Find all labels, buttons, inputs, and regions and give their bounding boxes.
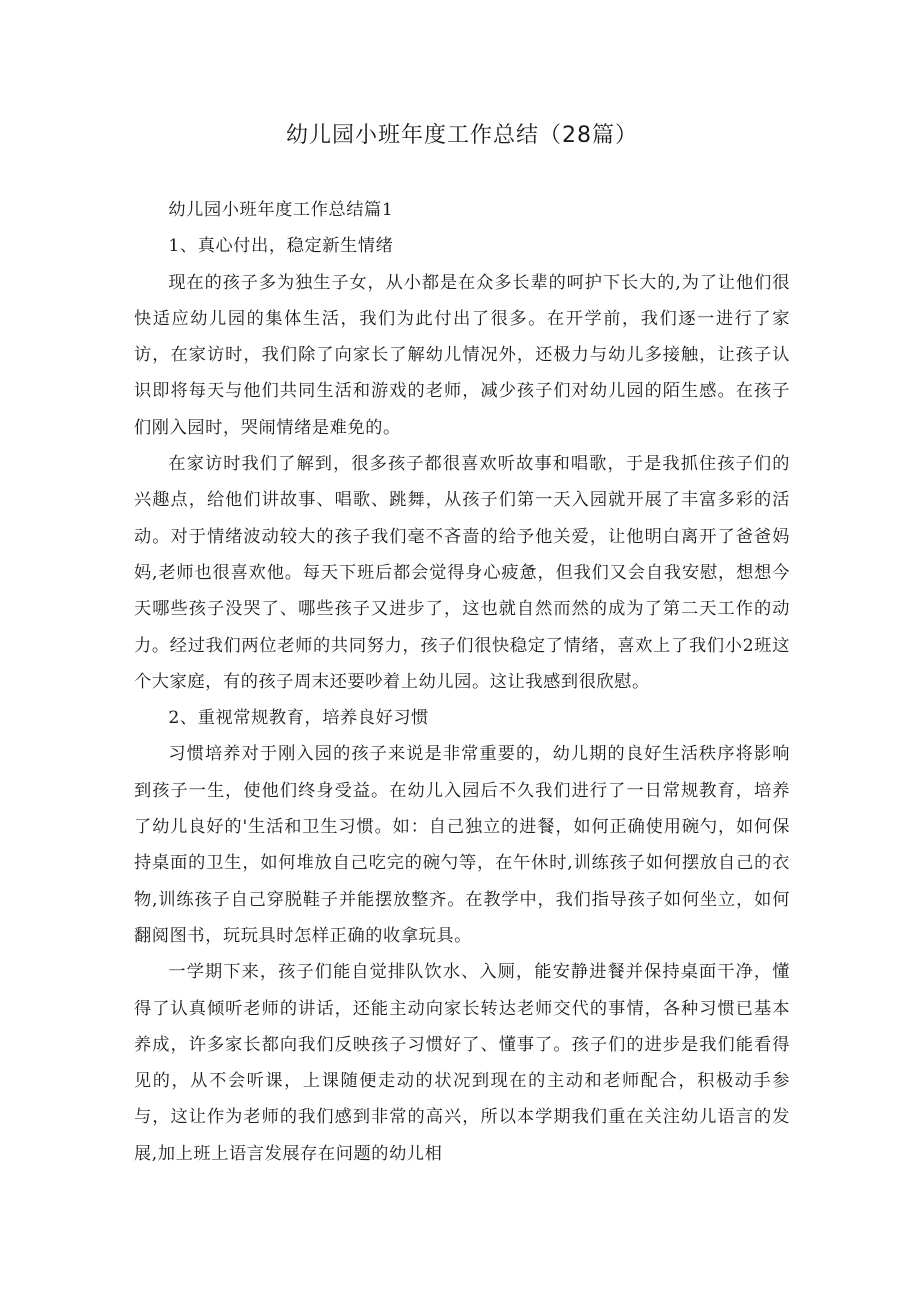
subheading-1: 1、真心付出，稳定新生情绪	[168, 236, 394, 257]
document-title: 幼儿园小班年度工作总结（28篇）	[286, 123, 638, 148]
paragraph: 习惯培养对于刚入园的孩子来说是非常重要的，幼儿期的良好生活秩序将影响到孩子一生，使他们终身受益。在幼儿入园后不久我们进行了一日常规教育，培养了幼儿良好的'生活和卫生习惯。如：自己独立的进餐，如何正确使用碗勺，如何保持桌面的卫生，如何堆放自己吃完的碗勺等，在午休时,训练孩子如何摆放自己的衣物,训练孩子自己穿脱鞋子并能摆放整齐。在教学中，我们指导孩子如何坐立，如何翻阅图书，玩玩具时怎样正确的收拿玩具。	[134, 744, 790, 946]
paragraph: 一学期下来，孩子们能自觉排队饮水、入厕，能安静进餐并保持桌面干净，懂得了认真倾听老师的讲话，还能主动向家长转达老师交代的事情，各种习惯已基本养成，许多家长都向我们反映孩子习惯好了、懂事了。孩子们的进步是我们能看得见的，从不会听课，上课随便走动的状况到现在的主动和老师配合，积极动手参与，这让作为老师的我们感到非常的高兴，所以本学期我们重在关注幼儿语言的发展,加上班上语言发展存在问题的幼儿相	[134, 962, 790, 1164]
paragraph: 现在的孩子多为独生子女，从小都是在众多长辈的呵护下长大的,为了让他们很快适应幼儿园的集体生活，我们为此付出了很多。在开学前，我们逐一进行了家访，在家访时，我们除了向家长了解幼儿情况外，还极力与幼儿多接触，让孩子认识即将每天与他们共同生活和游戏的老师，减少孩子们对幼儿园的陌生感。在孩子们刚入园时，哭闹情绪是难免的。	[134, 272, 790, 438]
document-body	[134, 192, 790, 1172]
paragraph: 在家访时我们了解到，很多孩子都很喜欢听故事和唱歌，于是我抓住孩子们的兴趣点，给他们讲故事、唱歌、跳舞，从孩子们第一天入园就开展了丰富多彩的活动。对于情绪波动较大的孩子我们毫不吝啬的给予他关爱，让他明白离开了爸爸妈妈,老师也很喜欢他。每天下班后都会觉得身心疲惫，但我们又会自我安慰，想想今天哪些孩子没哭了、哪些孩子又进步了，这也就自然而然的成为了第二天工作的动力。经过我们两位老师的共同努力，孩子们很快稳定了情绪，喜欢上了我们小2班这个大家庭，有的孩子周末还要吵着上幼儿园。这让我感到很欣慰。	[134, 454, 790, 692]
section-heading: 幼儿园小班年度工作总结篇1	[168, 200, 394, 220]
subheading-2: 2、重视常规教育，培养良好习惯	[168, 708, 429, 729]
